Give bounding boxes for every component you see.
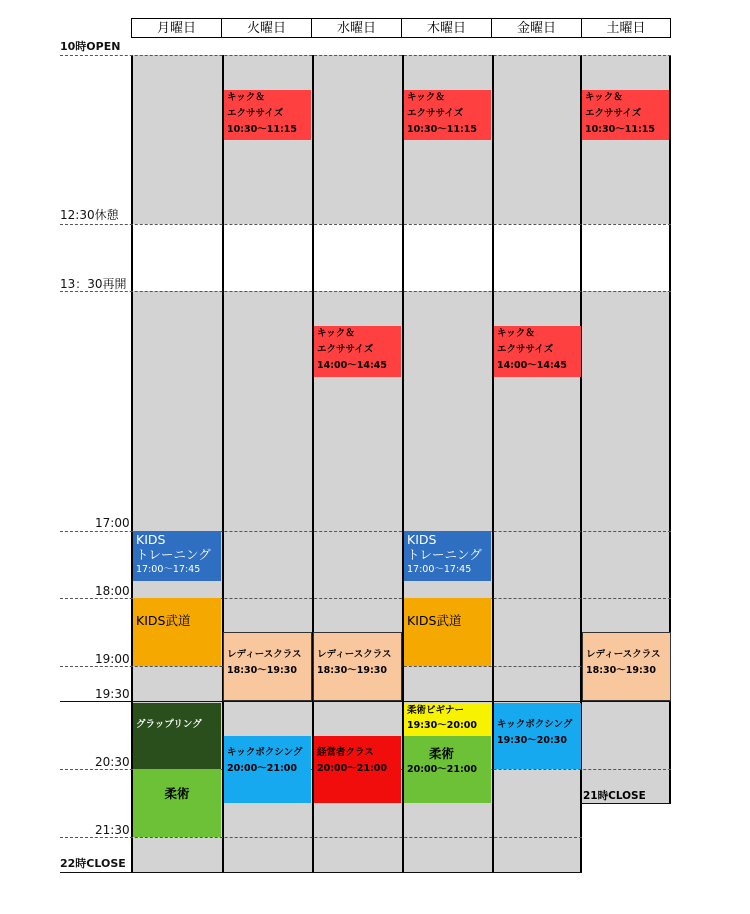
class-block-kick-exercise-tuesday[interactable] [224,90,311,140]
day-header-friday: 金曜日 [492,18,582,38]
class-block-ladies-saturday[interactable] [582,632,671,701]
class-name: 柔術 [164,786,190,801]
time-label-2130: 21:30 [95,823,130,837]
class-name: キック＆ [407,92,445,103]
class-name: キック＆ [317,328,355,339]
time-label-break: 12:30休憩 [60,208,119,222]
class-block-kids-training-monday[interactable] [133,531,221,581]
class-name: キックボクシング [497,719,573,730]
time-label-open: 10時OPEN [60,40,121,53]
class-time: 14:00～14:45 [317,360,387,371]
day-header-tuesday: 火曜日 [222,18,312,38]
class-name: KIDS武道 [136,613,191,628]
day-header-wednesday: 水曜日 [312,18,402,38]
class-block-jujutsu-thursday[interactable] [404,736,491,803]
class-name: キックボクシング [227,747,303,758]
class-time: 10:30～11:15 [407,124,477,135]
class-block-kickboxing-friday[interactable] [494,703,581,769]
divider [492,224,494,291]
divider [580,224,582,291]
class-name: エクササイズ [497,344,554,355]
class-name: エクササイズ [407,108,464,119]
class-name: KIDS武道 [407,613,462,628]
class-block-ladies-tuesday[interactable] [223,632,312,701]
divider [312,224,314,291]
break-band [133,224,669,291]
class-time: 18:30～19:30 [227,665,297,676]
class-block-kids-budo-monday[interactable] [133,598,221,666]
class-time: 20:00～21:00 [227,763,297,774]
class-time: 20:00～21:00 [407,764,477,775]
time-label-1700: 17:00 [95,516,130,530]
divider [402,224,404,291]
class-time: 18:30～19:30 [317,665,387,676]
time-label-close: 22時CLOSE [60,857,126,870]
saturday-close-line [580,803,671,804]
time-line-2130 [60,837,582,838]
saturday-close-label: 21時CLOSE [583,790,646,802]
class-name: キック＆ [497,328,535,339]
class-block-grappling-monday[interactable] [133,703,221,769]
time-label-resume: 13：30再開 [60,277,127,291]
class-name: キック＆ [585,92,623,103]
time-label-2030: 20:30 [95,755,130,769]
class-name: 柔術ビギナー [407,705,465,716]
class-name: トレーニング [136,547,211,562]
class-time: 19:30～20:30 [497,735,567,746]
day-header-thursday: 木曜日 [402,18,492,38]
class-name: エクササイズ [227,108,284,119]
class-time: 17:00～17:45 [136,564,201,575]
class-block-kickboxing-tuesday[interactable] [224,736,311,803]
time-line-close [60,872,582,873]
time-label-1900: 19:00 [95,652,130,666]
class-name: エクササイズ [585,108,642,119]
time-line-1930 [60,701,671,702]
day-header-saturday: 土曜日 [582,18,671,38]
class-name: トレーニング [407,547,482,562]
day-header-monday: 月曜日 [131,18,222,38]
class-time: 10:30～11:15 [227,124,297,135]
time-line-open [60,55,671,56]
divider [222,224,224,291]
class-block-ladies-wednesday[interactable] [313,632,402,701]
class-time: 20:00～21:00 [317,763,387,774]
class-name: エクササイズ [317,344,374,355]
class-name: KIDS [407,532,437,547]
class-time: 18:30～19:30 [586,665,656,676]
class-block-kick-exercise-thursday[interactable] [404,90,491,140]
time-label-1930: 19:30 [95,687,130,701]
class-name: レディースクラス [227,649,302,660]
class-block-jujutsu-beginner-thursday[interactable] [404,703,491,736]
class-block-kids-budo-thursday[interactable] [404,598,491,666]
class-block-kick-exercise-friday[interactable] [494,326,581,377]
class-time: 14:00～14:45 [497,360,567,371]
class-name: キック＆ [227,92,265,103]
class-name: レディースクラス [317,649,392,660]
class-name: 経営者クラス [317,747,374,758]
class-block-jujutsu-monday[interactable] [133,769,221,837]
class-name: KIDS [136,532,166,547]
class-time: 17:00～17:45 [407,564,472,575]
class-block-kids-training-thursday[interactable] [404,531,491,581]
class-name: 柔術 [429,746,455,761]
class-name: レディースクラス [586,649,661,660]
class-time: 19:30～20:00 [407,720,477,731]
time-label-1800: 18:00 [95,584,130,598]
time-line-break [60,224,671,225]
time-line-resume [60,291,671,292]
class-block-kick-exercise-wednesday[interactable] [314,326,401,377]
class-block-manager-wednesday[interactable] [314,736,401,803]
class-time: 10:30～11:15 [585,124,655,135]
class-block-kick-exercise-saturday[interactable] [582,90,669,140]
class-name: グラップリング [136,719,202,730]
